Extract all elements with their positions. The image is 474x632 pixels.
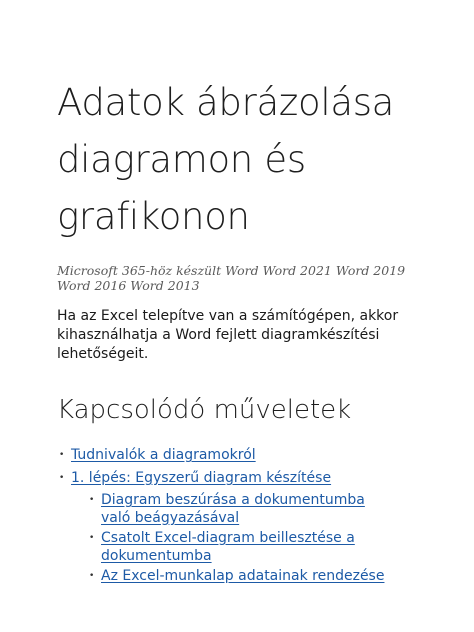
title-line-3: grafikonon	[57, 195, 250, 238]
link-arrange-worksheet-data[interactable]: Az Excel-munkalap adatainak rendezése	[101, 568, 385, 584]
page-title	[57, 74, 457, 245]
list-item	[59, 469, 457, 585]
bullet-icon: •	[89, 495, 95, 505]
bullet-icon: •	[89, 571, 95, 581]
bullet-icon: •	[59, 450, 65, 460]
applies-to-text: Microsoft 365-höz készült Word Word 2021 Word 2019 Word 2016 Word 2013	[57, 263, 406, 293]
link-paste-linked-chart[interactable]: Csatolt Excel-diagram beillesztése a dokumentumba	[101, 530, 355, 564]
bullet-icon: •	[89, 533, 95, 543]
related-list	[57, 446, 457, 585]
list-item	[89, 529, 457, 565]
bullet-icon: •	[59, 473, 65, 483]
document-page	[57, 74, 457, 590]
list-item	[59, 446, 457, 464]
link-insert-embedded-chart[interactable]: Diagram beszúrása a dokumentumba való beágyazásával	[101, 492, 365, 526]
link-step-1[interactable]: 1. lépés: Egyszerű diagram készítése	[71, 470, 332, 486]
list-item	[89, 491, 457, 527]
link-about-charts[interactable]: Tudnivalók a diagramokról	[71, 447, 256, 463]
intro-paragraph: Ha az Excel telepítve van a számítógépen, akkor kihasználhatja a Word fejlett diagramkészítési lehetőségeit.	[57, 308, 399, 362]
sub-list	[71, 491, 457, 585]
title-line-2: diagramon és	[57, 138, 306, 181]
list-item	[89, 567, 457, 585]
related-heading: Kapcsolódó műveletek	[57, 395, 352, 425]
title-line-1: Adatok ábrázolása	[57, 81, 395, 124]
